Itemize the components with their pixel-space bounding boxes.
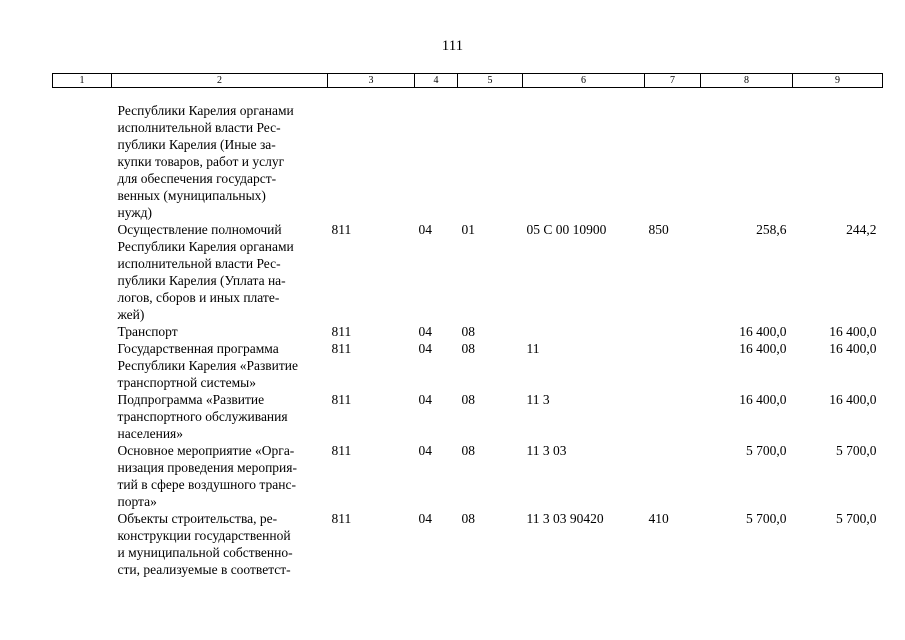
description-cell xyxy=(112,323,328,340)
description-line: низация проведения мероприя- xyxy=(117,459,297,475)
column-header: 2 xyxy=(112,74,328,88)
row-number-cell xyxy=(53,323,112,340)
subsection-code-cell: 08 xyxy=(461,323,475,339)
column-header: 5 xyxy=(458,74,523,88)
target-article-cell: 11 3 03 xyxy=(526,442,567,458)
description-cell xyxy=(112,340,328,391)
column-header: 6 xyxy=(523,74,645,88)
ministry-code-cell: 811 xyxy=(331,391,352,407)
amount-year2-cell: 16 400,0 xyxy=(829,323,877,339)
description-line: порта» xyxy=(117,493,157,509)
description-line: транспортной системы» xyxy=(117,374,257,390)
row-number-cell xyxy=(53,442,112,510)
description-line: для обеспечения государст- xyxy=(117,170,277,186)
ministry-code-cell xyxy=(328,102,415,221)
description-line: Республики Карелия органами xyxy=(117,238,294,254)
description-line: публики Карелия (Уплата на- xyxy=(117,272,286,288)
amount-year1-cell: 16 400,0 xyxy=(739,323,787,339)
expense-type-cell xyxy=(645,391,701,442)
section-code-cell: 04 xyxy=(418,442,432,458)
subsection-code-cell: 08 xyxy=(461,391,475,407)
row-number-cell xyxy=(53,391,112,442)
budget-table xyxy=(52,73,883,578)
description-line: сти, реализуемые в соответст- xyxy=(117,561,291,577)
expense-type-cell xyxy=(645,340,701,391)
page-number: 111 xyxy=(441,38,464,54)
description-line: исполнительной власти Рес- xyxy=(117,255,281,271)
description-line: конструкции государственной xyxy=(117,527,291,543)
ministry-code-cell: 811 xyxy=(331,221,352,237)
expense-type-cell xyxy=(645,323,701,340)
target-article-cell: 11 xyxy=(526,340,540,356)
expense-type-cell: 850 xyxy=(648,221,669,237)
subsection-code-cell xyxy=(458,102,523,221)
section-code-cell: 04 xyxy=(418,340,432,356)
description-line: Основное мероприятие «Орга- xyxy=(117,442,295,458)
description-line: Республики Карелия «Развитие xyxy=(117,357,299,373)
description-line: Подпрограмма «Развитие xyxy=(117,391,265,407)
description-line: Объекты строительства, ре- xyxy=(117,510,278,526)
description-cell xyxy=(112,102,328,221)
ministry-code-cell: 811 xyxy=(331,340,352,356)
description-line: исполнительной власти Рес- xyxy=(117,119,281,135)
description-cell xyxy=(112,221,328,323)
description-line: нужд) xyxy=(117,204,152,220)
row-number-cell xyxy=(53,221,112,323)
description-line: Осуществление полномочий xyxy=(117,221,282,237)
section-code-cell: 04 xyxy=(418,510,432,526)
column-header: 9 xyxy=(793,74,883,88)
expense-type-cell: 410 xyxy=(648,510,669,526)
section-code-cell: 04 xyxy=(418,391,432,407)
table-row xyxy=(53,510,883,578)
amount-year2-cell: 16 400,0 xyxy=(829,391,877,407)
ministry-code-cell: 811 xyxy=(331,510,352,526)
table-row xyxy=(53,340,883,391)
description-line: тий в сфере воздушного транс- xyxy=(117,476,296,492)
amount-year1-cell: 5 700,0 xyxy=(746,442,787,458)
amount-year2-cell: 244,2 xyxy=(846,221,877,237)
amount-year1-cell xyxy=(701,102,793,221)
description-cell xyxy=(112,510,328,578)
description-cell xyxy=(112,391,328,442)
description-line: и муниципальной собственно- xyxy=(117,544,293,560)
target-article-cell: 05 С 00 10900 xyxy=(526,221,607,237)
description-line: публики Карелия (Иные за- xyxy=(117,136,276,152)
amount-year1-cell: 258,6 xyxy=(756,221,787,237)
spacer-cell xyxy=(53,88,883,102)
row-number-cell xyxy=(53,510,112,578)
column-header: 4 xyxy=(415,74,458,88)
ministry-code-cell: 811 xyxy=(331,323,352,339)
row-number-cell xyxy=(53,102,112,221)
description-line: Республики Карелия органами xyxy=(117,102,294,118)
ministry-code-cell: 811 xyxy=(331,442,352,458)
section-code-cell: 04 xyxy=(418,323,432,339)
description-cell xyxy=(112,442,328,510)
description-line: Транспорт xyxy=(117,323,178,339)
subsection-code-cell: 01 xyxy=(461,221,475,237)
section-code-cell xyxy=(415,102,458,221)
description-line: жей) xyxy=(117,306,145,322)
column-header: 3 xyxy=(328,74,415,88)
table-row xyxy=(53,221,883,323)
amount-year1-cell: 16 400,0 xyxy=(739,391,787,407)
subsection-code-cell: 08 xyxy=(461,442,475,458)
amount-year2-cell: 5 700,0 xyxy=(836,510,877,526)
description-line: венных (муниципальных) xyxy=(117,187,266,203)
description-line: Государственная программа xyxy=(117,340,279,356)
table-row xyxy=(53,323,883,340)
expense-type-cell xyxy=(645,442,701,510)
target-article-cell xyxy=(523,102,645,221)
table-row xyxy=(53,442,883,510)
description-line: транспортного обслуживания xyxy=(117,408,288,424)
target-article-cell xyxy=(523,323,645,340)
column-header: 8 xyxy=(701,74,793,88)
amount-year2-cell: 5 700,0 xyxy=(836,442,877,458)
target-article-cell: 11 3 xyxy=(526,391,550,407)
column-header: 7 xyxy=(645,74,701,88)
table-row xyxy=(53,102,883,221)
header-row xyxy=(53,74,883,88)
description-line: логов, сборов и иных плате- xyxy=(117,289,280,305)
description-line: населения» xyxy=(117,425,184,441)
row-number-cell xyxy=(53,340,112,391)
section-code-cell: 04 xyxy=(418,221,432,237)
subsection-code-cell: 08 xyxy=(461,340,475,356)
target-article-cell: 11 3 03 90420 xyxy=(526,510,604,526)
spacer-row xyxy=(53,88,883,102)
subsection-code-cell: 08 xyxy=(461,510,475,526)
table-row xyxy=(53,391,883,442)
amount-year1-cell: 16 400,0 xyxy=(739,340,787,356)
column-header: 1 xyxy=(53,74,112,88)
amount-year2-cell xyxy=(793,102,883,221)
expense-type-cell xyxy=(645,102,701,221)
amount-year2-cell: 16 400,0 xyxy=(829,340,877,356)
description-line: купки товаров, работ и услуг xyxy=(117,153,285,169)
amount-year1-cell: 5 700,0 xyxy=(746,510,787,526)
